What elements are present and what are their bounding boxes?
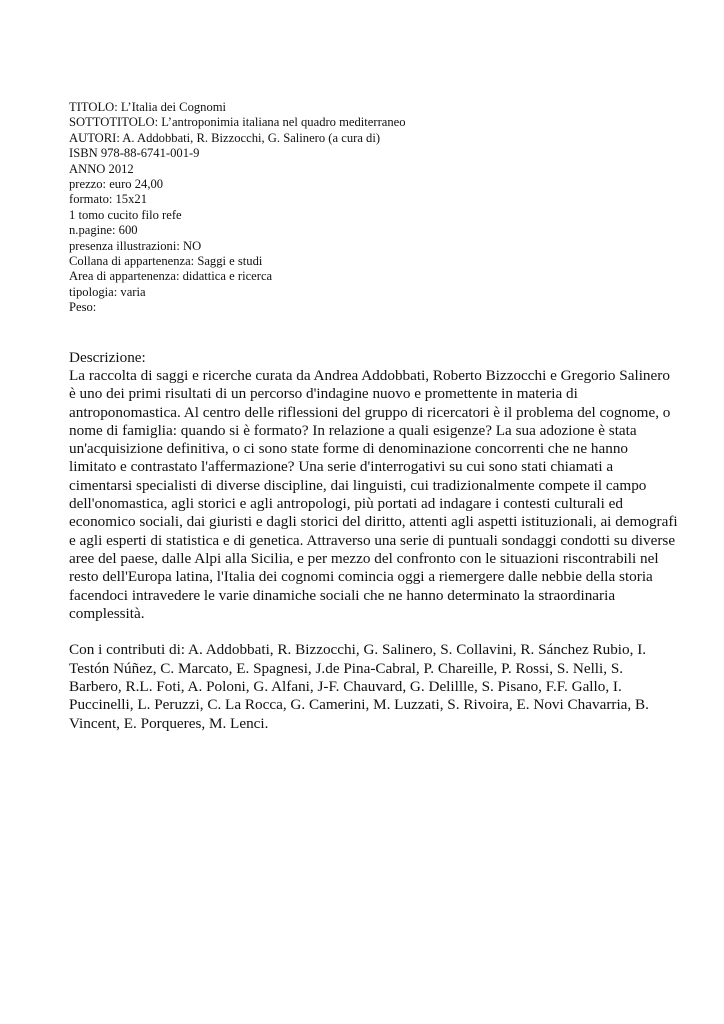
description-line: limitato e contrastato l'affermazione? Una serie d'interrogativi su cui sono stati chiamati a: [69, 458, 614, 476]
description-line: e agli esperti di statistica e di genetica. Attraverso una serie di puntuali sondaggi condotti su diverse: [69, 531, 676, 549]
description-line: nome di famiglia: quando si è formato? In relazione a quali esigenze? La sua adozione è stata: [69, 421, 637, 439]
metadata-subtitle: SOTTOTITOLO: L’antroponimia italiana nel quadro mediterraneo: [69, 115, 406, 130]
contributors-line: Barbero, R.L. Foti, A. Poloni, G. Alfani, J-F. Chauvard, G. Delillle, S. Pisano, F.F. Gallo, I.: [69, 678, 622, 696]
description-line: cimentarsi specialisti di diverse discipline, dai linguisti, cui tradizionalmente compete il campo: [69, 476, 647, 494]
description-line: dell'onomastica, agli storici e agli antropologi, più portati ad indagare i contesti culturali ed: [69, 495, 623, 513]
description-line: La raccolta di saggi e ricerche curata da Andrea Addobbati, Roberto Bizzocchi e Gregorio Salinero: [69, 366, 670, 384]
metadata-year: ANNO 2012: [69, 161, 134, 176]
description-line: complessità.: [69, 604, 145, 622]
contributors-line: Vincent, E. Porqueres, M. Lenci.: [69, 714, 269, 732]
description-line: facendoci intravedere le varie dinamiche sociali che ne hanno determinato la straordinaria: [69, 586, 616, 604]
description-line: resto dell'Europa latina, l'Italia dei cognomi comincia oggi a riemergere dalle nebbie della storia: [69, 568, 653, 586]
metadata-area: Area di appartenenza: didattica e ricerca: [69, 269, 273, 284]
metadata-series: Collana di appartenenza: Saggi e studi: [69, 254, 263, 269]
contributors-section: [69, 641, 669, 732]
metadata-pages: n.pagine: 600: [69, 223, 138, 238]
metadata-illustrations: presenza illustrazioni: NO: [69, 238, 202, 253]
metadata-type: tipologia: varia: [69, 284, 146, 299]
book-metadata: [69, 100, 669, 316]
metadata-authors: AUTORI: A. Addobbati, R. Bizzocchi, G. Salinero (a cura di): [69, 130, 381, 145]
metadata-binding: 1 tomo cucito filo refe: [69, 207, 182, 222]
description-line: un'acquisizione definitiva, o ci sono state forme di denominazione concorrenti che ne hanno: [69, 440, 629, 458]
description-line: è uno dei primi risultati di un percorso d'indagine nuovo e promettente in materia di: [69, 385, 578, 403]
contributors-line: Con i contributi di: A. Addobbati, R. Bizzocchi, G. Salinero, S. Collavini, R. Sánchez Rubio, I.: [69, 641, 647, 659]
document-page: [69, 100, 678, 733]
description-line: antroponomastica. Al centro delle riflessioni del gruppo di ricercatori è il problema del cognome, o: [69, 403, 671, 421]
description-line: aree del paese, dalle Alpi alla Sicilia, e per mezzo del confronto con le situazioni riscontrabili nel: [69, 549, 659, 567]
metadata-format: formato: 15x21: [69, 192, 147, 207]
metadata-title: TITOLO: L’Italia dei Cognomi: [69, 100, 227, 114]
metadata-price: prezzo: euro 24,00: [69, 177, 164, 192]
metadata-weight: Peso:: [69, 300, 97, 315]
metadata-isbn: ISBN 978-88-6741-001-9: [69, 146, 200, 161]
description-line: economico sociali, dai giuristi e dagli storici del diritto, attenti agli aspetti istituzionali, ai demografi: [69, 513, 678, 531]
description-section: [69, 348, 678, 623]
description-heading: Descrizione:: [69, 348, 146, 366]
contributors-line: Puccinelli, L. Peruzzi, C. La Rocca, G. Camerini, M. Luzzati, S. Rivoira, E. Novi Chavarria, B.: [69, 696, 649, 714]
contributors-line: Testón Núñez, C. Marcato, E. Spagnesi, J.de Pina-Cabral, P. Chareille, P. Rossi, S. Nelli, S.: [69, 659, 624, 677]
